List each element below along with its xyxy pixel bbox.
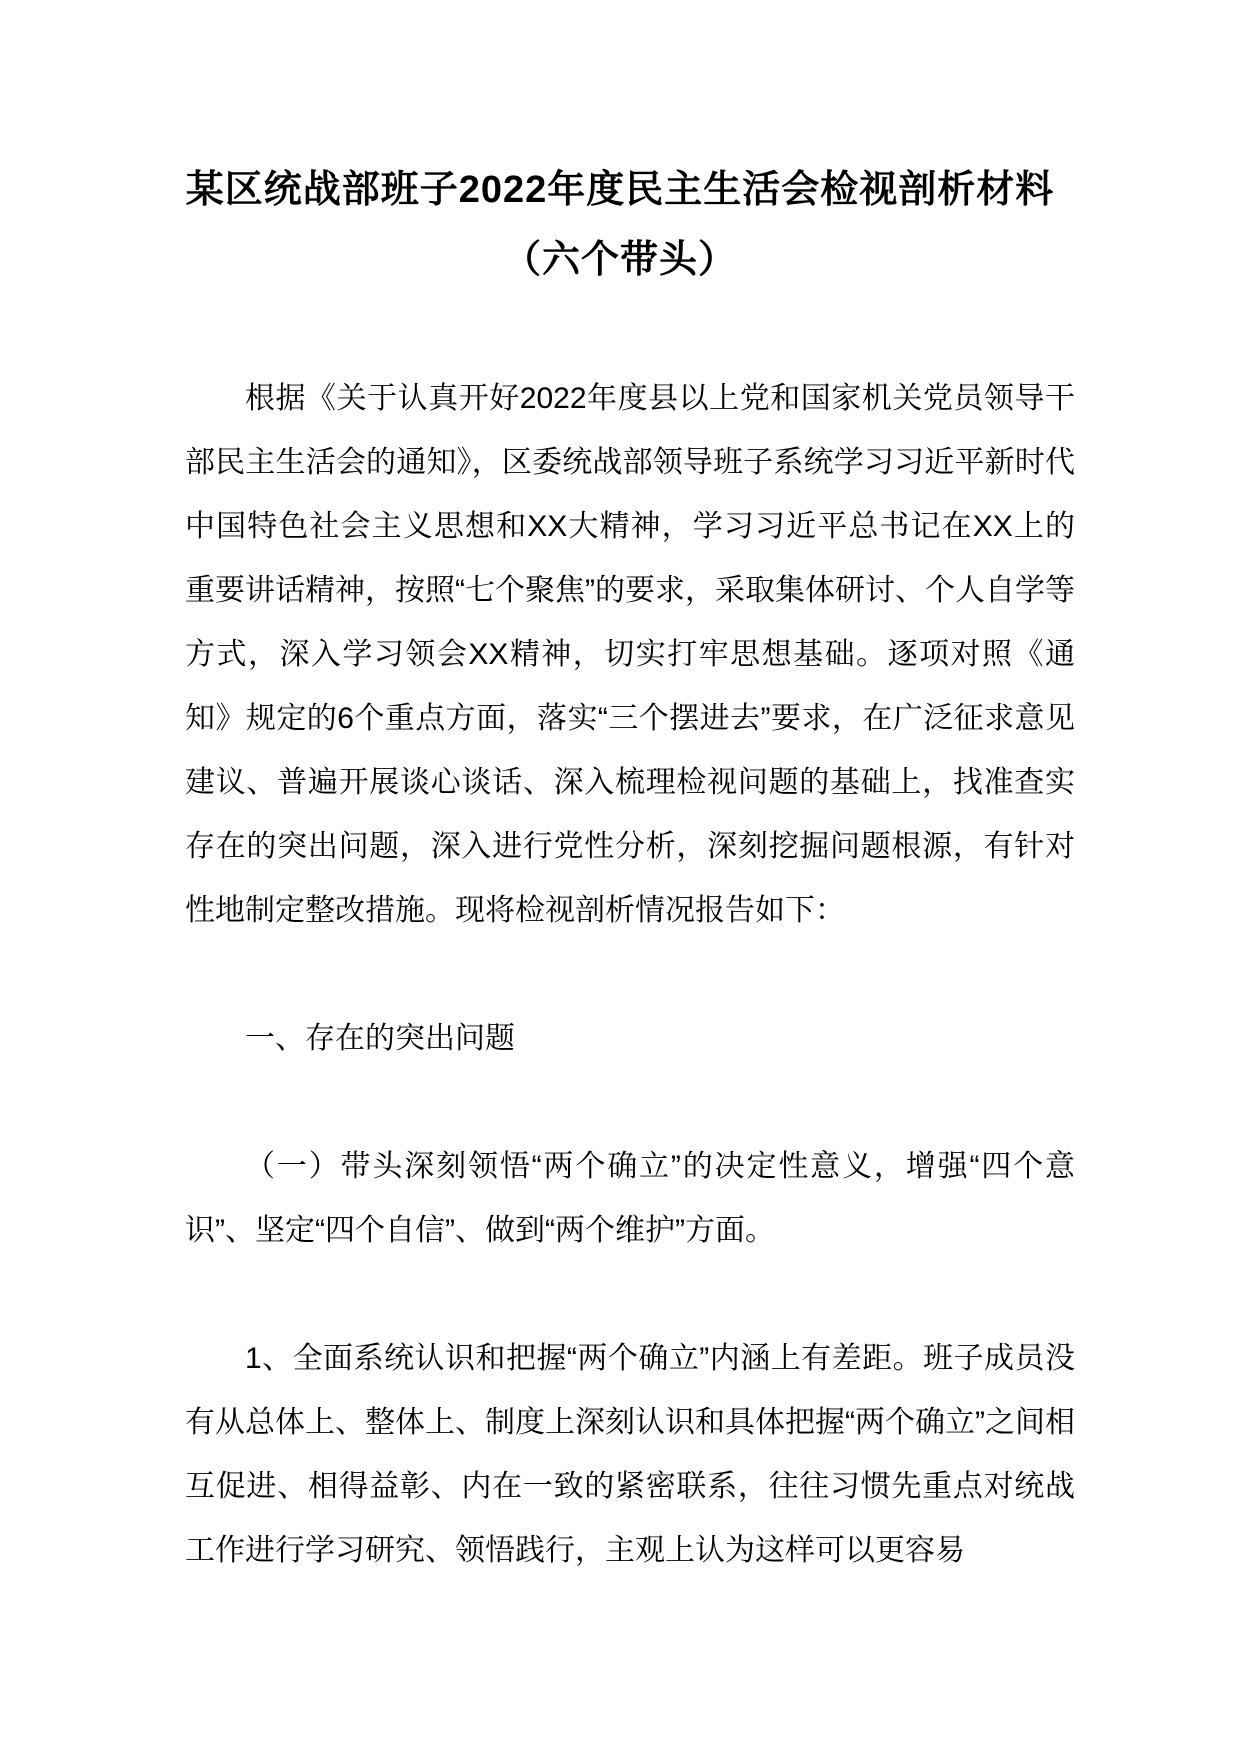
section-1-heading: 一、存在的突出问题 — [245, 1022, 515, 1055]
document-body — [185, 367, 1075, 1583]
document-title-line-1: 某区统战部班子2022年度民主生活会检视剖析材料 — [185, 169, 1055, 211]
document-title-line-2: （六个带头） — [502, 239, 737, 281]
subsection-1-1-heading: （一）带头深刻领悟“两个确立”的决定性意义，增强“四个意识”、坚定“四个自信”、做到“两个维护”方面。 — [185, 1150, 1075, 1247]
intro-paragraph: 根据《关于认真开好2022年度县以上党和国家机关党员领导干部民主生活会的通知》，区委统战部领导班子系统学习习近平新时代中国特色社会主义思想和XX大精神，学习习近平总书记在XX上的重要讲话精神，按照“七个聚焦”的要求，采取集体研讨、个人自学等方式，深入学习领会XX精神，切实打牢思想基础。逐项对照《通知》规定的6个重点方面，落实“三个摆进去”要求，在广泛征求意见建议、普遍开展谈心谈话、深入梳理检视问题的基础上，找准查实存在的突出问题，深入进行党性分析，深刻挖掘问题根源，有针对性地制定整改措施。现将检视剖析情况报告如下： — [185, 382, 1075, 927]
document-title — [0, 0, 1240, 295]
point-1-paragraph: 1、全面系统认识和把握“两个确立”内涵上有差距。班子成员没有从总体上、整体上、制度上深刻认识和具体把握“两个确立”之间相互促进、相得益彰、内在一致的紧密联系，往往习惯先重点对统战工作进行学习研究、领悟践行，主观上认为这样可以更容易 — [185, 1342, 1075, 1567]
